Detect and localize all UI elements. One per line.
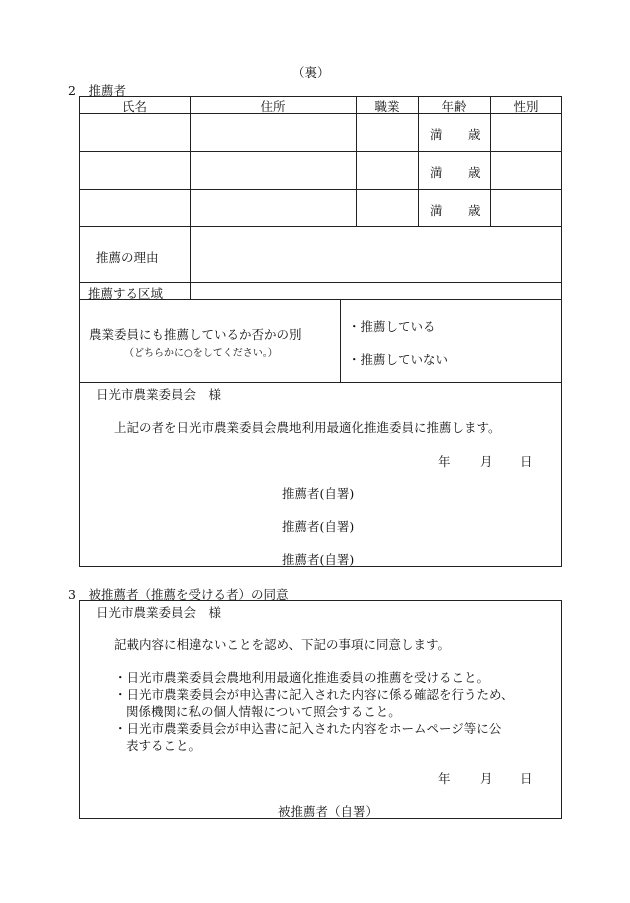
section2-statement: 上記の者を日光市農業委員会農地利用最適化推進委員に推薦します。 <box>114 420 501 435</box>
option-not-recommending[interactable]: ・推薦していない <box>348 352 449 367</box>
nominee-signature[interactable]: 被推薦者（自署） <box>278 804 379 819</box>
date-year: 年 <box>438 454 451 469</box>
consent-item-cont: 関係機関に私の個人情報について照会すること。 <box>126 704 401 719</box>
header-name: 氏名 <box>121 99 147 114</box>
section2-heading: 2 推薦者 <box>68 83 126 98</box>
consent-item: ・日光市農業委員会が申込書に記入された内容に係る確認を行うため、 <box>114 687 514 702</box>
consent-item: ・日光市農業委員会が申込書に記入された内容をホームページ等に公 <box>114 721 502 736</box>
section3-addressee: 日光市農業委員会 様 <box>96 605 222 620</box>
date-day: 日 <box>520 454 533 469</box>
age-suffix: 歳 <box>468 203 481 218</box>
dual-label: 農業委員にも推薦しているか否かの別 <box>89 327 302 342</box>
header-occupation: 職業 <box>374 99 400 114</box>
age-prefix: 満 <box>430 165 443 180</box>
recommender-signature[interactable]: 推薦者(自署) <box>282 519 355 534</box>
age-prefix: 満 <box>430 203 443 218</box>
page-label: （裏） <box>292 65 330 80</box>
consent-date-year: 年 <box>438 771 451 786</box>
recommender-signature[interactable]: 推薦者(自署) <box>282 486 355 501</box>
reason-label: 推薦の理由 <box>96 250 159 265</box>
option-recommending[interactable]: ・推薦している <box>348 319 436 334</box>
age-prefix: 満 <box>430 127 443 142</box>
consent-item: ・日光市農業委員会農地利用最適化推進委員の推薦を受けること。 <box>114 670 490 685</box>
age-suffix: 歳 <box>468 165 481 180</box>
consent-date-month: 月 <box>480 771 493 786</box>
dual-note: （どちらかに○をしてください。） <box>124 348 278 359</box>
header-address: 住所 <box>260 99 286 114</box>
section3-statement: 記載内容に相違ないことを認め、下記の事項に同意します。 <box>114 637 451 652</box>
recommender-signature[interactable]: 推薦者(自署) <box>282 552 355 567</box>
area-label: 推薦する区域 <box>88 286 164 301</box>
consent-item-cont: 表すること。 <box>126 738 202 753</box>
date-month: 月 <box>480 454 493 469</box>
header-age: 年齢 <box>441 99 467 114</box>
header-gender: 性別 <box>513 99 539 114</box>
age-suffix: 歳 <box>468 127 481 142</box>
consent-date-day: 日 <box>520 771 533 786</box>
section2-addressee: 日光市農業委員会 様 <box>96 387 222 402</box>
section3-heading: 3 被推薦者（推薦を受ける者）の同意 <box>68 587 289 602</box>
